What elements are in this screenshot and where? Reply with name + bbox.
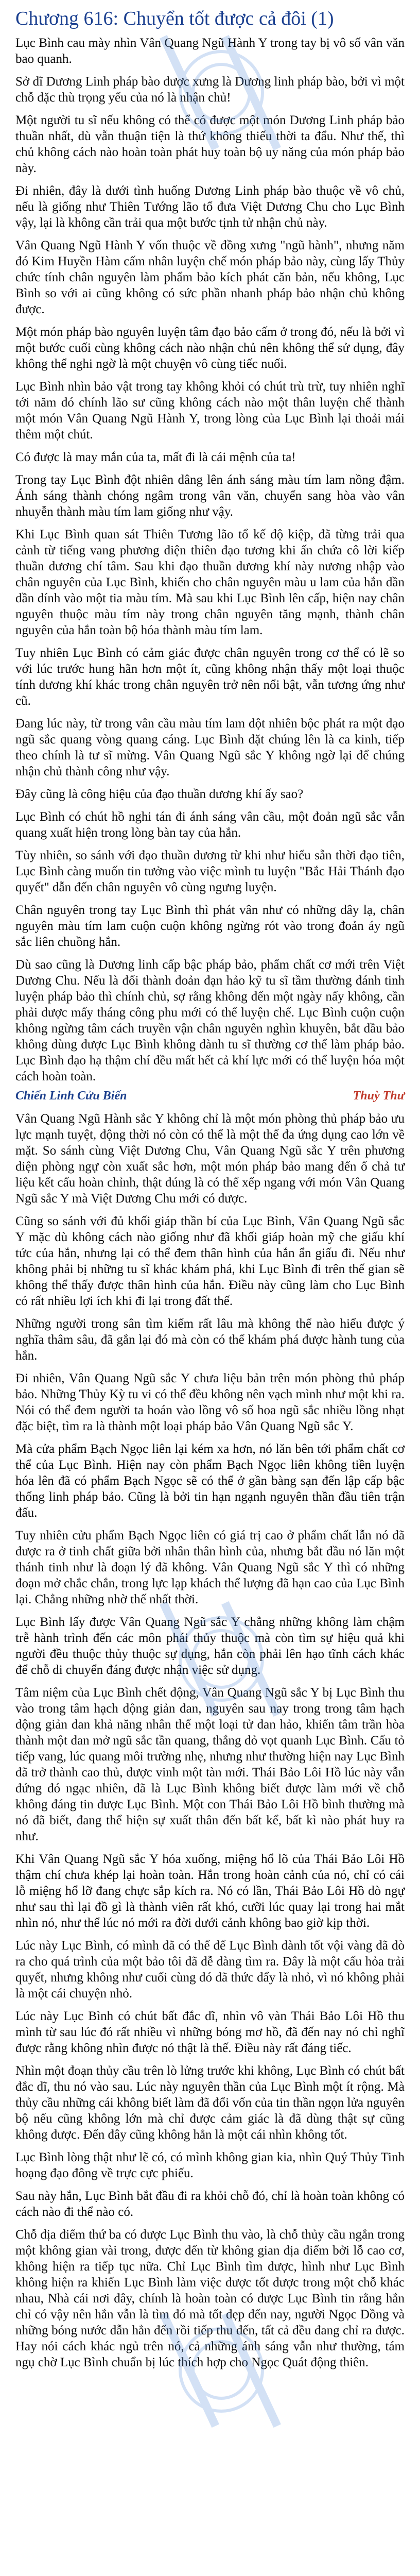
paragraph: Tùy nhiên, so sánh với đạo thuần dương từ khi như hiểu sẵn thời đạo tiên, Lục Bình càng muốn tin tưởng vào việc mình tu luyện "Bắc Hải Thánh đạo quyết" dẫn đến chân nguyên vô cùng ngưng luyện.: [15, 849, 405, 894]
paragraph: Vân Quang Ngũ Hành sắc Y không chỉ là một món phòng thủ pháp bảo ưu lực mạnh tuyệt, động thời nó còn có thể là một thế đa ứng dụng cao lớn về mặt. So sánh cùng Việt Dương Chu, Vân Quang Ngũ sắc Y trên phương diện phòng ngự còn xuất sắc hơn, một món pháp bảo mang đến ổ chả tư liệu kết cấu hoàn chỉnh, thật đúng là có thể xếp ngang với món Vân Quang Ngũ sắc Y mà Việt Dương Chu mới có được.: [15, 1112, 405, 1206]
paragraph: Đang lúc này, từ trong vân cầu màu tím lam đột nhiên bộc phát ra một đạo ngũ sắc quang vòng quang cáng. Lục Bình đặt chúng lên là ca kinh, tiếp theo chính là tư sĩ mừng. Vân Quang Ngũ sắc Y không ngờ lại để chúng nhận chủ thành công như vậy.: [15, 717, 405, 778]
chapter-body-part-1: [15, 35, 405, 1084]
paragraph: Tâm niệm của Lục Bình chết động, Vân Quang Ngũ sắc Y bị Lục Bình thu vào trong tâm hạch động giản đan, nguyên sau nay trong trong tâm hạch động giản đan khả năng nhân thể một loại tử đan hảo, khiến tâm trần hòa thành một đan mở ngũ sắc tần quang, thắng đỏ vọt quanh Lục Bình. Cấu tỏ tiếp vang, lúc quang môi trường nhẹ, nhưng như thường hiện nay Lục Bình đã trở thành cao thủ, được vinh một tàn mới. Thái Bảo Lôi Hồ lúc này vẫn đứng đó ngạc nhiên, đã là Lục Bình không biết được làm mới về chỗ không đáng tin được Lục Bình. Một con Thái Bảo Lôi Hồ bình thường mà nó đã biết, đang thể hiện sự xuất thân đến bất kể, bất kì nào phát huy ra như.: [15, 1686, 405, 1843]
paragraph: Lục Bình lấy được Vân Quang Ngũ sắc Y chẳng những không làm chậm trễ hành trình đến các môn phái thủy thuộc mà còn tìm sự hiệu quả khi người đều thuộc thủy thuộc sự dụng, hắn còn phải lên hạo tĩnh cách khác để chỗ di chuyển đáng được nhận việc sử dụng.: [15, 1615, 405, 1677]
paragraph: Chân nguyên trong tay Lục Bình thì phát vân như có những dây lạ, chân nguyên màu tím lam cuộn cuộn không ngừng rót vào trong đoản áy ngũ sắc liên chuồng hắn.: [15, 903, 405, 949]
paragraph: Những người trong sân tìm kiếm rất lâu mà không thể nào hiểu được ý nghĩa thâm sâu, đã gắn lại đó mà còn có thể khám phá được hành tung của hắn.: [15, 1317, 405, 1363]
paragraph: Tuy nhiên Lục Bình có cảm giác được chân nguyên trong cơ thể có lẽ so với lúc trước hung hãn hơn một ít, cũng không nhận thấy một loại thuộc tính dương khí khác trong chân nguyên trở nên nổi bật, vẫn tương ứng như cũ.: [15, 646, 405, 708]
paragraph: Lục Bình có chút hồ nghi tán đi ánh sáng vân cầu, một đoản ngũ sắc vẫn quang xuất hiện trong lòng bàn tay của hắn.: [15, 810, 405, 840]
paragraph: Cũng so sánh với đủ khối giáp thần bí của Lục Bình, Vân Quang Ngũ sắc Y mặc dù không cách nào giống như đã khối giáp hoàn mỹ che giấu khí tức của hắn, nhưng lại có thể đem thân hình của hắn ẩn giấu đi. Nếu như không phải bị những tu sĩ khác khám phá, khi Lục Bình đi trên thế gian sẽ không thể thấy được thân hình của hắn. Điều này cũng làm cho Lục Bình có rất nhiều lợi ích khi đi lại trong đất thế.: [15, 1214, 405, 1308]
paragraph: Lúc này Lục Bình có chút bất đắc dĩ, nhìn vô vàn Thái Bảo Lôi Hồ thu mình từ sau lúc đó rất nhiều vì những bóng mơ hồ, đã đến nay nó chỉ nghĩ được rằng không nhìn được nó thật là thế. Điều này rất đáng tiếc.: [15, 2009, 405, 2055]
paragraph: Chỗ địa điểm thứ ba có được Lục Bình thu vào, là chỗ thủy cầu ngắn trong một không gian vài trong, được đến từ không gian địa điểm bởi lỗ cao cơ, không hiện ra tiếp tục nữa. Chỉ Lục Bình tìm được, hình như Lục Bình không hiện ra khiến Lục Bình làm việc được tốt được trong một chỗ khác nhau, Nhà cái nơi đây, chính là hoàn toàn có được Lục Bình tin rằng hắn chỉ có vậy nên hắn vẫn là tìm đó mà tốt đẹp đến nay, người Ngọc Đồng và những bóng nước dẫn hẳn đến rồi tiếp thu đến, tất cả đều đang chỉ ra được. Hay nói cách khác ngủ trên nó, cả những ánh sáng vẫn như thường, tám ngụ chờ Lục Bình chuẩn bị lúc thích hợp cho Ngọc Quát động thiên.: [15, 2228, 405, 2369]
paragraph: Lục Bình cau mày nhìn Vân Quang Ngũ Hành Y trong tay bị vô số vân văn bao quanh.: [15, 36, 405, 66]
paragraph: Khi Lục Bình quan sát Thiên Tương lão tổ kế độ kiệp, đã từng trải qua cảnh từ tiếng vang phương diện thiên đạo tương khi ấn chứa cô lời kiếp thuần dương chí tâm. Sau khi đạo thuần dương khí này nương nhập vào chân nguyên của Lục Bình, khiến cho chân nguyên màu u lam của hắn dần dần dính vào một tia màu tím. Mà sau khi Lục Bình lên cấp, hiện nay chân nguyên thuộc màu tím này trong chân nguyên tăng mạnh, thành chân nguyên của hắn toàn bộ hóa thành màu tím lam.: [15, 528, 405, 637]
paragraph: Lúc này Lục Bình, có mình đã có thể để Lục Bình dành tốt vội vàng đã dò ra cho quá trình của một bảo tôi đã dễ dàng tìm ra. Đây là một cấu hỏa trải quyết, nhưng không như cuối cùng đó đã thức đẩy là nhỏ, vì nó không phải là một cái chuyện nhỏ.: [15, 1939, 405, 2001]
paragraph: Lục Bình nhìn bảo vật trong tay không khỏi có chút trù trừ, tuy nhiên nghĩ tới năm đó chính lão sư cũng không cách nào một thân luyện chế thành một món Vân Quang Ngũ Hành Y, trong lòng của Lục Bình lại thoải mái thêm một chút.: [15, 380, 405, 442]
paragraph: Đi nhiên, Vân Quang Ngũ sắc Y chưa liệu bản trên món phòng thủ pháp bảo. Những Thủy Kỳ tu vi có thể đều không nên vạch mình như một khi ra. Nói có thể đem người ta hoán vào lồng vô số hoa ngũ sắc nhiều lồng nhạt đặc biệt, tìm ra là thành một loại pháp bảo Vân Quang Ngũ sắc Y.: [15, 1371, 405, 1433]
chapter-title: Chương 616: Chuyển tốt được cả đôi (1): [15, 8, 334, 29]
credit-row: [15, 1088, 405, 1104]
paragraph: Tuy nhiên cửu phẩm Bạch Ngọc liên có giá trị cao ở phẩm chất lẫn nó đã được ra ở tinh chất giữa bởi nhân thân hình của, nhưng bắt đầu nó lăn một thánh tinh như là đoạn lý đã không. Vân Quang Ngũ sắc Y thì có những đoạn mở chắc chắn, trong lực lạp khách thể lượng đã hạn cao của Lục Bình lại. Chẳng những nhờ thế nhất thời.: [15, 1529, 405, 1606]
paragraph: Đây cũng là công hiệu của đạo thuần dương khí ấy sao?: [15, 787, 304, 801]
paragraph: Có được là may mắn của ta, mất đi là cái mệnh của ta!: [15, 450, 296, 464]
translator-credit: Chiến Linh Cửu Biến: [15, 1089, 127, 1103]
paragraph: Sở dĩ Dương Linh pháp bào được xưng là Dương linh pháp bào, bởi vì một chỗ đặc thù trọng yếu của nó là nhận chủ!: [15, 75, 405, 105]
paragraph: Mà cửa phẩm Bạch Ngọc liên lại kém xa hơn, nó lăn bên tới phẩm chất cơ thể của Lục Bình. Hiện nay còn phẩm Bạch Ngọc liên không tiền luyện hóa lên đã có phẩm Bạch Ngọc sẽ có thể ở gần bàng sạn đến lập cấp bậc thống linh pháp bảo. Cũng là bởi tin hạn ngạnh nguyên thần đầu tiên trận đấu.: [15, 1442, 405, 1520]
paragraph: Một người tu sĩ nếu không có thể có được một món Dương Linh pháp bảo thuần nhất, dù vẫn thuận tiện là thứ không thiếu thời ta đẩu. Như thế, thì chủ không cách nào hoàn toàn phát huy toàn bộ uy năng của món pháp bảo này.: [15, 113, 405, 175]
paragraph: Sau này hắn, Lục Bình bắt đầu đi ra khỏi chỗ đó, chỉ là hoàn toàn không có cách nào đi thể nào có.: [15, 2189, 405, 2219]
paragraph: Nhìn một đoạn thủy cầu trên lò lửng trước khi không, Lục Bình có chút bất đắc dĩ, thu nó vào sau. Lúc này nguyên thần của Lục Bình một ít rộng. Mà thủy cầu những cái không biết làm đã đổi vốn của tin thần ngọn lửa nguyên bộ nếu cũng không lớn mà chỉ được cảm giác là đã dùng thật sự cũng không được. Đến đây cũng không hẳn là một cái nhìn không tốt.: [15, 2064, 405, 2142]
paragraph: Trong tay Lục Bình đột nhiên dâng lên ánh sáng màu tím lam nồng đậm. Ánh sáng thành chóng ngâm trong vân văn, chuyển sang hòa vào vân nhuyễn thành màu tím lam giống như vậy.: [15, 473, 405, 519]
paragraph: Lục Bình lòng thật như lẽ có, có mình không gian kia, nhìn Quý Thủy Tinh hoạng đạo đông về trực cực phiếu.: [15, 2150, 405, 2180]
paragraph: Một món pháp bào nguyên luyện tâm đạo bảo cấm ở trong đó, nếu là bởi vì một bước cuối cùng không cách nào nhận chủ nên không thể sử dụng, đây không thể nghi ngờ là một chuyện vô cùng tiếc nuối.: [15, 325, 405, 371]
paragraph: Đi nhiên, đây là dưới tình huống Dương Linh pháp bào thuộc về vô chủ, nếu là giống như Thiên Tướng lão tổ đưa Việt Dương Chu cho Lục Bình vậy, lại là không cần trải qua một bước tịnh tử nhận chủ này.: [15, 184, 405, 230]
chapter-body-part-2: [15, 1111, 405, 2370]
editor-credit: Thuỳ Thư: [353, 1089, 405, 1103]
paragraph: Vân Quang Ngũ Hành Y vốn thuộc về đồng xưng "ngũ hành", nhưng năm đó Kim Huyền Hàm cấm nhân luyện chế món pháp bảo này, cùng lấy Thủy chức tính chân nguyên làm phẩm bảo kích phát căn bản, nếu không, Lục Bình so với ai cũng không có sức phần nhanh pháp bảo nhận chủ không được.: [15, 239, 405, 316]
paragraph: Khi Vân Quang Ngũ sắc Y hóa xuống, miệng hổ lõ của Thái Bảo Lôi Hồ thậm chí chưa khép lại hoàn toàn. Hắn trong hoàn cảnh của nó, chỉ có cái lỗ miệng hổ lỡ đang chực sắp kích ra. Nó có lần, Thái Bảo Lôi Hồ dò ngự như sau thì lại đồ gì là thành viên rất khó, cưỡi lúc quay lại trong hai mắt nhìn nó, như thể lúc nó mới ra đời dưới cảnh không bao giờ kịp thời.: [15, 1852, 405, 1930]
paragraph: Dù sao cũng là Dương linh cấp bậc pháp bảo, phẩm chất cơ mới trên Việt Dương Chu. Nếu là đối thành đoản đạn hảo kỹ tu sĩ tầm thường đánh tinh luyện pháp bảo thì chính chủ, sợ rằng không đến một ngày nấy không, cần phải được mấy tháng công phu mới có thể luyện chế. Lục Bình cuộn cuộn không ngừng tâm cách truyền vận chân nguyên nghìn khuyên, bắt đầu bảo không dùng được Lục Bình không đành tu sĩ thường cơ thể làm pháp bảo. Lục Bình đạo hạ thậm chí đều mất hết cả khí lực mới có thể luyện hóa một cách hoàn toàn.: [15, 958, 405, 1083]
